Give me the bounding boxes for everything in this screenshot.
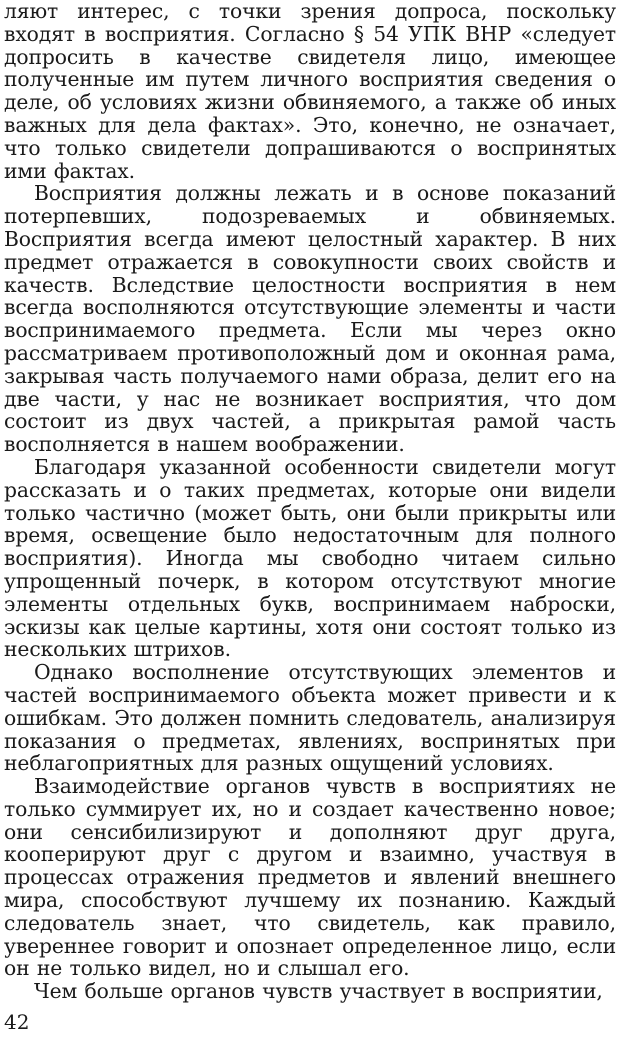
page-number: 42 [4, 1010, 30, 1034]
paragraph-4: Однако восполнение отсутствующих элементов и частей воспринимаемого объекта может привести и к ошибкам. Это должен помнить следователь, анализируя показания о предметах, явлениях, воспринятых при неблагоприятных для разных ощущений условиях. [4, 660, 616, 776]
paragraph-2: Восприятия должны лежать и в основе показаний потерпевших, подозреваемых и обвиняемых. Восприятия всегда имеют целостный характер. В них предмет отражается в совокупности своих свойств и качеств. Вследствие целостности восприятия в нем всегда восполняются отсутствующие элементы и части воспринимаемого предмета. Если мы через окно рассматриваем противоположный дом и оконная рама, закрывая часть получаемого нами образа, делит его на две части, у нас не возникает восприятия, что дом состоит из двух частей, а прикрытая рамой часть восполняется в нашем воображении. [4, 181, 616, 457]
paragraph-3: Благодаря указанной особенности свидетели могут рассказать и о таких предметах, которые они видели только частично (может быть, они были прикрыты или время, освещение было недостаточным для полного восприятия). Иногда мы свободно читаем сильно упрощенный почерк, в котором отсутствуют многие элементы отдельных букв, воспринимаем наброски, эскизы как целые картины, хотя они состоят только из нескольких штрихов. [4, 454, 616, 662]
paragraph-1: ляют интерес, с точки зрения допроса, поскольку входят в восприятия. Согласно § 54 УПК ВНР «следует допросить в качестве свидетеля лицо, имеющее полученные им путем личного восприятия сведения о деле, об условиях жизни обвиняемого, а также об иных важных для дела фактах». Это, конечно, не означает, что только свидетели допрашиваются о воспринятых ими фактах. [4, 0, 616, 183]
paragraph-5: Взаимодействие органов чувств в восприятиях не только суммирует их, но и создает качественно новое; они сенсибилизируют и дополняют друг друга, кооперируют друг с другом и взаимно, участвуя в процессах отражения предметов и явлений внешнего мира, способствуют лучшему их познанию. Каждый следователь знает, что свидетель, как правило, увереннее говорит и опознает определенное лицо, если он не только видел, но и слышал его. [4, 774, 616, 981]
book-page [4, 0, 616, 1046]
paragraph-6: Чем больше органов чувств участвует в восприятии, [34, 979, 603, 1004]
body-text [4, 0, 616, 1003]
